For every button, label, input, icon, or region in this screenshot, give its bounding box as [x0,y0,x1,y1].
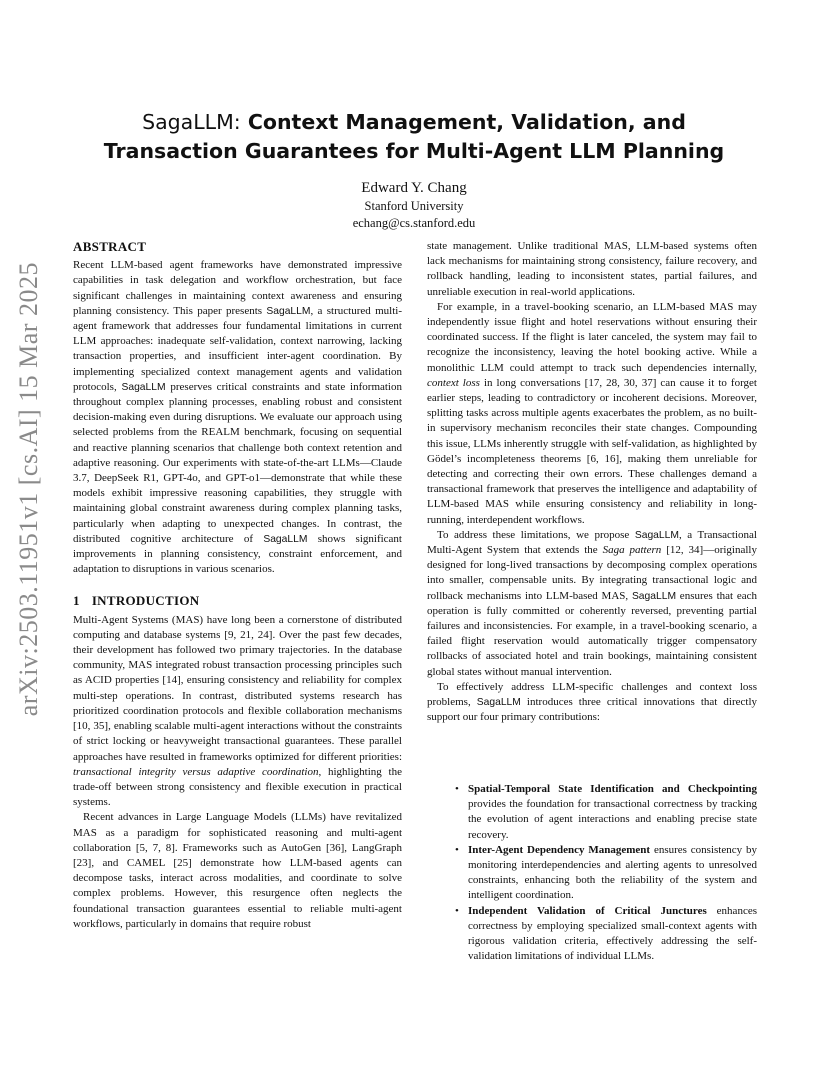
arxiv-stamp: arXiv:2503.11951v1 [cs.AI] 15 Mar 2025 [14,262,43,717]
bullet-marker: • [455,904,459,917]
intro-paragraph-5: To address these limitations, we propose SagaLLM, a Transactional Multi-Agent System that extends the Saga pattern [12, 34]—originally designed for long-lived transactions by decomposing complex operations into smaller, compensable units. By integrating transactional logic and rollback mechanisms into LLM-based MAS, SagaLLM ensures that each operation is fully committed or coherently reversed, preventing partial failures and inconsistencies. For example, in a travel-booking scenario, a failed flight reservation would automatically trigger compensatory rollbacks of associated hotel and train bookings, maintaining consistent global states without manual intervention. [427,528,757,678]
bullet-marker: • [455,783,459,795]
author-name: Edward Y. Chang [361,180,467,196]
title-main: Context Management, Validation, and Transaction Guarantees for Multi-Agent LLM Planning [103,110,725,163]
intro-paragraph-3: state management. Unlike traditional MAS, LLM-based systems often lack mechanisms for maintaining strong consistency, failure recovery, and rollback handling, leading to inconsistent states, partial failures, and unreliable execution in real-world applications. [427,240,757,298]
bullet-marker: • [455,843,459,856]
title-system-name: SagaLLM: [142,110,241,134]
abstract-heading: ABSTRACT [73,239,147,254]
author-block [88,178,740,232]
introduction-heading [73,593,402,608]
intro-paragraph-6: To effectively address LLM-specific challenges and context loss problems, SagaLLM introduces three critical innovations that directly support our four primary contributions: [427,680,757,724]
section-title: INTRODUCTION [91,593,200,609]
list-item: • Spatial-Temporal State Identification and Checkpointing provides the foundation for transactional correctness by tracking the evolution of agent interactions and enabling precise state recovery. [455,783,757,841]
section-number: 1 [73,593,80,609]
author-affiliation: Stanford University [364,199,464,213]
contributions-list [455,782,757,964]
intro-paragraph-2: Recent advances in Large Language Models (LLMs) have revitalized MAS as a paradigm for sophisticated reasoning and multi-agent collaboration [5, 7, 8]. Frameworks such as AutoGen [36], LangGraph [23], and CAMEL [25] demonstrate how LLM-based agents can decompose tasks, interact across modalities, and coordinate to solve complex problems. However, this resurgence often neglects the foundational transaction guarantees essential to reliable multi-agent workflows, particularly in domains that require robust [73,811,402,930]
intro-paragraph-1: Multi-Agent Systems (MAS) have long been a cornerstone of distributed computing and database systems [9, 21, 24]. Over the past few decades, their development has followed two primary trajectories. In the database community, MAS integrated robust transaction processing principles such as ACID properties [14], ensuring consistency and reliability for complex multi-step operations. In contrast, distributed systems research has prioritized coordination protocols and flexible collaboration mechanisms [10, 35], enabling scalable multi-agent interactions without the constraints of strict locking or heavyweight transactional guarantees. These parallel approaches have resulted in frameworks optimized for different priorities: transactional integrity versus adaptive coordination, highlighting the trade-off between strong consistency and flexible execution in practical systems. [73,613,402,809]
abstract-text: Recent LLM-based agent frameworks have demonstrated impressive capabilities in task delegation and workflow orchestration, but face significant challenges in maintaining context awareness and ensuring planning consistency. This paper presents SagaLLM, a structured multi-agent framework that addresses four fundamental limitations in current LLM approaches: inadequate self-validation, context narrowing, lacking transaction properties, and insufficient inter-agent coordination. By implementing specialized context management agents and validation protocols, SagaLLM preserves critical constraints and state information throughout complex planning processes, enabling robust and consistent decision-making even during disruptions. We evaluate our approach using selected problems from the REALM benchmark, focusing on sequential and reactive planning scenarios that challenge both context retention and adaptive reasoning. Our experiments with state-of-the-art LLMs—Claude 3.7, DeepSeek R1, GPT-4o, and GPT-o1—demonstrate that while these models exhibit impressive reasoning capabilities, they struggle with maintaining global constraint awareness during complex planning tasks, particularly when adapting to unexpected changes. In contrast, the distributed cognitive architecture of SagaLLM shows significant improvements in planning consistency, constraint enforcement, and adaptation to disruptions in various scenarios. [73,259,402,576]
right-column [427,239,757,726]
left-column [73,239,402,932]
list-item: • Independent Validation of Critical Junctures enhances correctness by employing specialized small-context agents with rigorous validation criteria, effectively addressing the self-validation limitations of individual LLMs. [455,904,757,963]
author-email: echang@cs.stanford.edu [352,216,476,230]
paper-title [88,108,740,166]
intro-paragraph-4: For example, in a travel-booking scenario, an LLM-based MAS may independently issue flight and hotel reservations without ensuring their coordinated success. If the flight is later canceled, the system may fail to recognize the inconsistency, leaving the hotel booking active. While a monolithic LLM could attempt to track such dependencies internally, context loss in long conversations [17, 28, 30, 37] can cause it to forget earlier steps, leading to contradictory or incoherent decisions. Moreover, splitting tasks across multiple agents exacerbates the problem, as no built-in supervisory mechanism reconciles their state changes. Compounding this issue, LLMs inherently struggle with self-validation, as highlighted by Gödel’s incompleteness theorems [6, 16], making them unreliable for detecting and correcting their own errors. These challenges demand a transactional framework that preserves the intelligence and adaptability of LLM-based MAS while ensuring consistency and reliability in long-running, interdependent workflows. [427,300,757,526]
list-item: • Inter-Agent Dependency Management ensures consistency by monitoring interdependencies and alerting agents to unresolved constraints, enhancing both the reliability of the system and intelligent coordination. [455,843,757,902]
